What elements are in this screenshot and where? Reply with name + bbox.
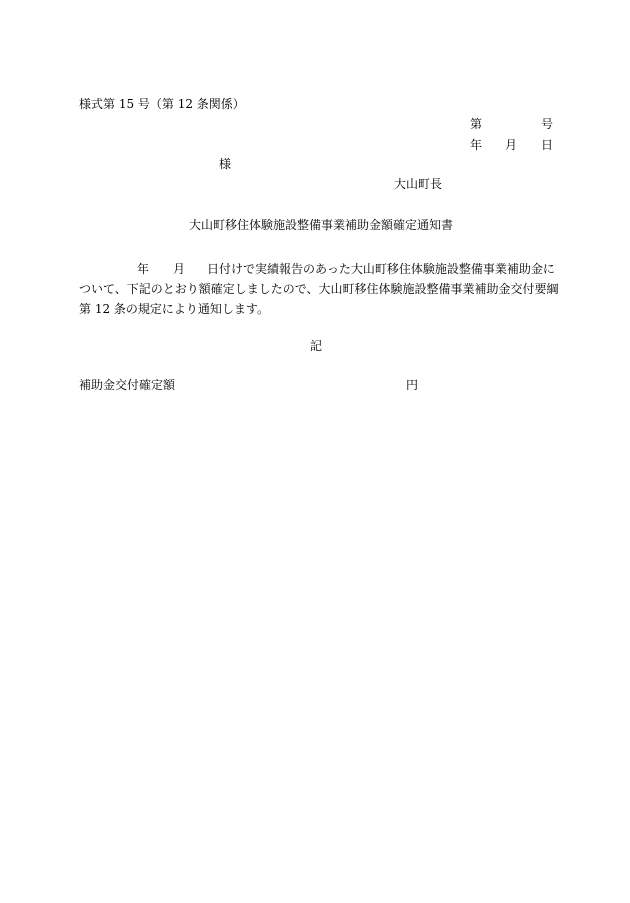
document-title: 大山町移住体験施設整備事業補助金額確定通知書 xyxy=(189,218,454,232)
ki-heading: 記 xyxy=(310,339,323,353)
body-line-1 xyxy=(79,259,555,279)
date-day-label: 日 xyxy=(541,138,554,152)
body-line-2: ついて、下記のとおり額確定しましたので、大山町移住体験施設整備事業補助金交付要綱 xyxy=(79,282,559,296)
notice-body xyxy=(79,259,559,319)
document-number-suffix: 号 xyxy=(541,117,554,131)
amount-unit: 円 xyxy=(406,378,419,392)
form-number: 様式第 15 号（第 12 条関係） xyxy=(79,97,245,111)
body-month-label: 月 xyxy=(173,262,186,276)
body-year-label: 年 xyxy=(137,262,150,276)
body-line-3: 第 12 条の規定により通知します。 xyxy=(79,302,269,316)
sender-name: 大山町長 xyxy=(394,177,443,191)
amount-label: 補助金交付確定額 xyxy=(79,378,176,392)
date-month-label: 月 xyxy=(505,138,518,152)
document-number-prefix: 第 xyxy=(470,117,483,131)
body-line-1-text: 日付けで実績報告のあった大山町移住体験施設整備事業補助金に xyxy=(207,262,555,276)
date-year-label: 年 xyxy=(470,138,483,152)
recipient-honorific: 様 xyxy=(219,157,232,171)
